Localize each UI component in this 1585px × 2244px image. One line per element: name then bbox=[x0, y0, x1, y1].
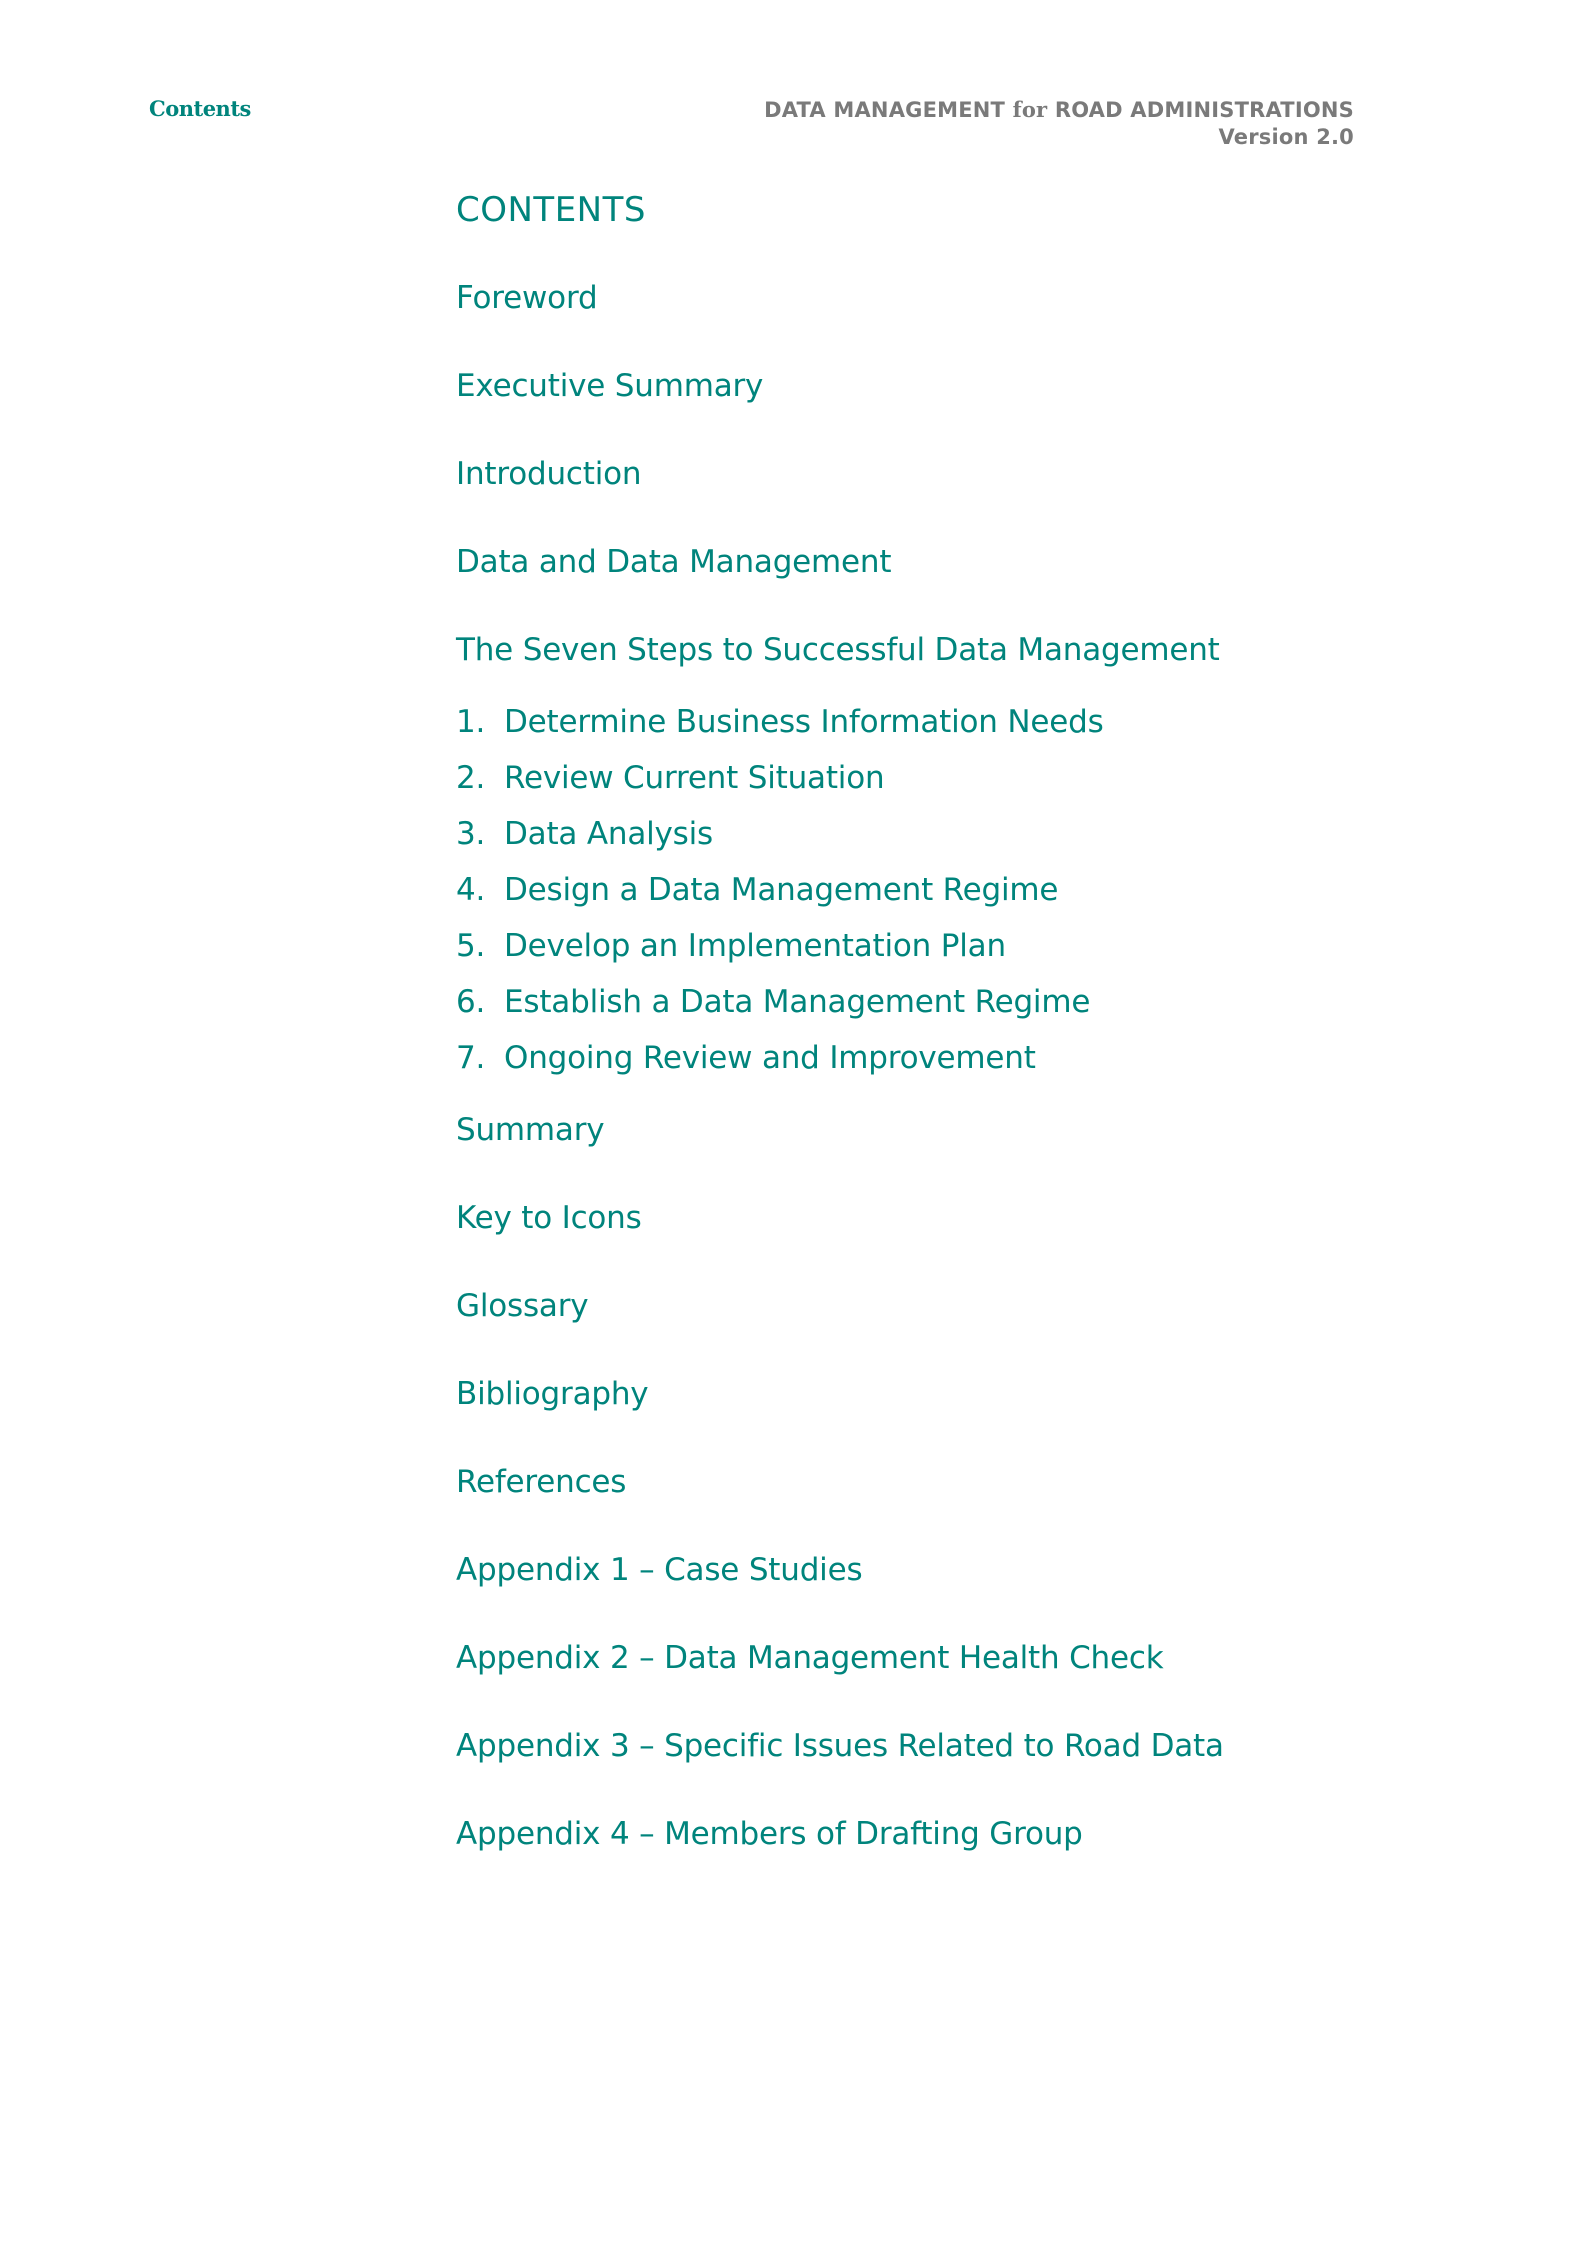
toc-step-number: 3. bbox=[456, 816, 486, 852]
toc-entry-seven-steps[interactable]: The Seven Steps to Successful Data Management bbox=[456, 632, 1220, 668]
toc-entry-summary[interactable]: Summary bbox=[456, 1112, 605, 1148]
toc-step-4[interactable] bbox=[456, 872, 1058, 908]
toc-entry-appendix-1[interactable]: Appendix 1 – Case Studies bbox=[456, 1552, 863, 1588]
running-header-title-block bbox=[764, 96, 1354, 151]
toc-step-number: 7. bbox=[456, 1040, 486, 1076]
document-title-for: for bbox=[1012, 97, 1048, 122]
toc-entry-bibliography[interactable]: Bibliography bbox=[456, 1376, 649, 1412]
toc-step-5[interactable] bbox=[456, 928, 1006, 964]
document-version: Version 2.0 bbox=[1218, 125, 1354, 149]
toc-step-7[interactable] bbox=[456, 1040, 1036, 1076]
toc-step-number: 2. bbox=[456, 760, 486, 796]
running-header-section: Contents bbox=[149, 96, 251, 121]
toc-step-label: Determine Business Information Needs bbox=[504, 704, 1104, 740]
toc-step-label: Data Analysis bbox=[504, 816, 713, 852]
document-title-part1: DATA MANAGEMENT bbox=[764, 98, 1013, 122]
toc-step-2[interactable] bbox=[456, 760, 884, 796]
toc-step-label: Review Current Situation bbox=[504, 760, 885, 796]
toc-step-label: Develop an Implementation Plan bbox=[504, 928, 1006, 964]
toc-step-1[interactable] bbox=[456, 704, 1104, 740]
toc-step-number: 6. bbox=[456, 984, 486, 1020]
toc-step-label: Ongoing Review and Improvement bbox=[504, 1040, 1036, 1076]
toc-step-number: 5. bbox=[456, 928, 486, 964]
toc-entry-appendix-3[interactable]: Appendix 3 – Specific Issues Related to Road Data bbox=[456, 1728, 1224, 1764]
toc-step-label: Design a Data Management Regime bbox=[504, 872, 1059, 908]
toc-step-6[interactable] bbox=[456, 984, 1090, 1020]
toc-entry-key-to-icons[interactable]: Key to Icons bbox=[456, 1200, 642, 1236]
toc-step-3[interactable] bbox=[456, 816, 713, 852]
toc-step-number: 1. bbox=[456, 704, 486, 740]
toc-step-label: Establish a Data Management Regime bbox=[504, 984, 1091, 1020]
toc-step-number: 4. bbox=[456, 872, 486, 908]
toc-entry-introduction[interactable]: Introduction bbox=[456, 456, 642, 492]
toc-entry-glossary[interactable]: Glossary bbox=[456, 1288, 589, 1324]
toc-entry-data-and-data-management[interactable]: Data and Data Management bbox=[456, 544, 892, 580]
toc-entry-foreword[interactable]: Foreword bbox=[456, 280, 598, 316]
document-title-part2: ROAD ADMINISTRATIONS bbox=[1047, 98, 1354, 122]
document-title bbox=[764, 96, 1354, 124]
toc-entry-references[interactable]: References bbox=[456, 1464, 627, 1500]
toc-heading: CONTENTS bbox=[456, 190, 646, 230]
toc-entry-appendix-4[interactable]: Appendix 4 – Members of Drafting Group bbox=[456, 1816, 1083, 1852]
toc-entry-appendix-2[interactable]: Appendix 2 – Data Management Health Check bbox=[456, 1640, 1164, 1676]
toc-entry-executive-summary[interactable]: Executive Summary bbox=[456, 368, 764, 404]
